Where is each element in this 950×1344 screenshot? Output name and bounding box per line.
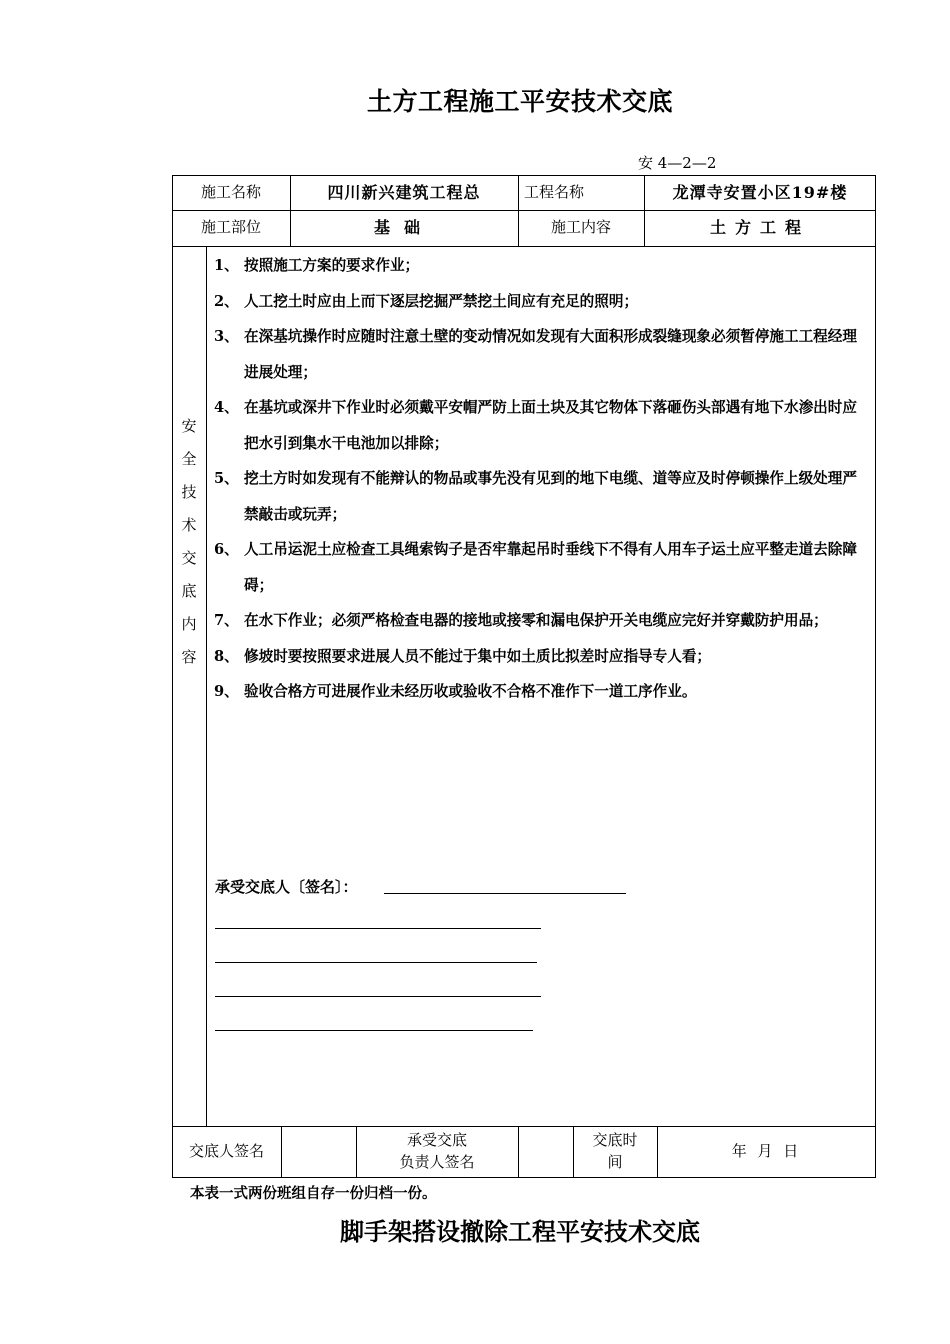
list-item: 4、 在基坑或深井下作业时必须戴平安帽严防上面土块及其它物体下落砸伤头部遇有地下水渗出时应把水引到集水干电池加以排除； <box>214 399 857 452</box>
receiver-signature-label: 承受交底人〔签名〕： <box>215 878 358 896</box>
construction-part-label: 施工部位 <box>200 218 261 237</box>
signature-line[interactable] <box>215 962 537 963</box>
project-name-value: 龙潭寺安置小区19#楼 <box>672 182 848 202</box>
giver-signature-field[interactable] <box>281 1126 356 1178</box>
list-item: 3、 在深基坑操作时应随时注意土壁的变动情况如发现有大面积形成裂缝现象必须暂停施工工程经理进展处理； <box>214 328 857 381</box>
footnote: 本表一式两份班组自存一份归档一份。 <box>190 1185 437 1202</box>
construction-content-label: 施工内容 <box>550 218 611 237</box>
handover-time-label: 交底时 间 <box>592 1131 638 1171</box>
construction-name-label: 施工名称 <box>200 182 261 201</box>
safety-items-list <box>214 248 870 710</box>
content-section-label: 安 全 技 术 交 底 内 容 <box>181 417 197 666</box>
construction-part-value: 基础 <box>373 218 434 238</box>
page-title: 土方工程施工平安技术交底 <box>366 87 673 116</box>
list-item: 6、 人工吊运泥土应检查工具绳索钩子是否牢靠起吊时垂线下不得有人用车子运土应平整走道去除障碍； <box>214 541 857 594</box>
receiver-leader-label: 承受交底 负责人签名 <box>399 1131 475 1171</box>
form-code: 安 4—2—2 <box>638 154 717 172</box>
list-item: 9、 验收合格方可进展作业未经历收或验收不合格不准作下一道工序作业。 <box>214 683 697 700</box>
construction-name-value: 四川新兴建筑工程总 <box>327 182 481 202</box>
giver-signature-label: 交底人签名 <box>188 1142 264 1161</box>
next-page-title: 脚手架搭设撤除工程平安技术交底 <box>340 1217 700 1246</box>
receiver-leader-field[interactable] <box>518 1126 573 1178</box>
project-name-label: 工程名称 <box>524 182 585 201</box>
signature-line[interactable] <box>215 996 541 997</box>
signature-line[interactable] <box>215 1030 533 1031</box>
list-item: 5、 挖土方时如发现有不能辩认的物品或事先没有见到的地下电缆、道等应及时停顿操作上级处理严禁敲击或玩弄； <box>214 470 857 523</box>
construction-content-value: 土方工程 <box>709 218 810 238</box>
list-item: 1、 按照施工方案的要求作业； <box>214 257 420 274</box>
handover-date-field[interactable]: 年 月 日 <box>731 1142 802 1161</box>
list-item: 8、 修坡时要按照要求进展人员不能过于集中如土质比拟差时应指导专人看； <box>214 647 712 665</box>
list-item: 7、 在水下作业；必须严格检查电器的接地或接零和漏电保护开关电缆应完好并穿戴防护用品； <box>214 612 828 629</box>
list-item: 2、 人工挖土时应由上而下逐层挖掘严禁挖土间应有充足的照明； <box>214 292 639 310</box>
signature-line[interactable] <box>215 928 541 929</box>
signature-line[interactable] <box>384 893 626 894</box>
